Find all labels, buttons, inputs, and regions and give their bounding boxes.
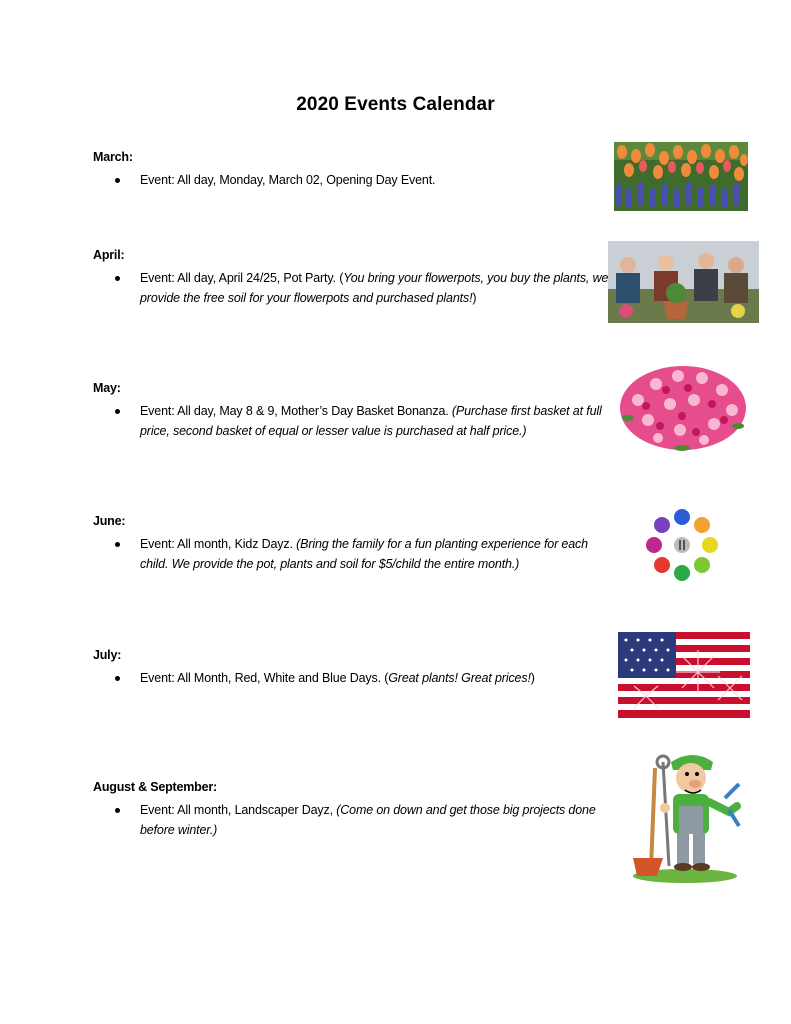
event-section-may <box>93 381 613 441</box>
event-note-close: ) <box>530 671 535 685</box>
event-note: (Purchase first basket at full price, second basket of equal or lesser value is purchased at half price.) <box>140 404 602 438</box>
event-note: (Come on down and get those big projects done before winter.) <box>140 803 596 837</box>
bullet <box>115 276 120 281</box>
flower-basket-photo <box>618 360 748 452</box>
event-item <box>93 269 613 308</box>
event-section-july <box>93 648 613 689</box>
event-note: Great plants! Great prices! <box>388 671 531 685</box>
event-section-april <box>93 248 613 308</box>
event-item <box>93 535 613 574</box>
event-text: Event: All day, Monday, March 02, Opening Day Event. <box>140 173 436 187</box>
bullet <box>115 542 120 547</box>
month-heading: July: <box>93 648 122 662</box>
bullet <box>115 676 120 681</box>
event-text: Event: All day, April 24/25, Pot Party. ( <box>140 271 344 285</box>
event-section-june <box>93 514 613 574</box>
bullet <box>115 409 120 414</box>
page-title: 2020 Events Calendar <box>296 94 495 115</box>
bullet <box>115 808 120 813</box>
month-heading: June: <box>93 514 126 528</box>
event-section-march <box>93 150 613 191</box>
event-text: Event: All month, Landscaper Dayz, <box>140 803 337 817</box>
event-text: Event: All month, Kidz Dayz. <box>140 537 297 551</box>
event-text: Event: All day, May 8 & 9, Mother’s Day Basket Bonanza. <box>140 404 452 418</box>
month-heading: April: <box>93 248 125 262</box>
gardener-cartoon <box>625 748 745 884</box>
bullet <box>115 178 120 183</box>
month-heading: August & September: <box>93 780 217 794</box>
event-note: You bring your flowerpots, you buy the plants, we provide the free soil for your flowerpots and purchased plants! <box>140 271 609 305</box>
tulips-photo <box>614 142 748 211</box>
handprints-logo <box>645 505 720 585</box>
flag-fireworks-photo <box>618 632 750 718</box>
month-heading: May: <box>93 381 121 395</box>
event-item <box>93 669 613 689</box>
event-item <box>93 801 613 840</box>
event-item <box>93 402 613 441</box>
event-note: (Bring the family for a fun planting experience for each child. We provide the pot, plants and soil for $5/child the entire month.) <box>140 537 588 571</box>
event-note-close: ) <box>472 290 477 305</box>
month-heading: March: <box>93 150 133 164</box>
event-item <box>93 171 613 191</box>
event-section-august-september <box>93 780 613 840</box>
people-planting-photo <box>608 241 759 323</box>
event-text: Event: All Month, Red, White and Blue Days. ( <box>140 671 389 685</box>
